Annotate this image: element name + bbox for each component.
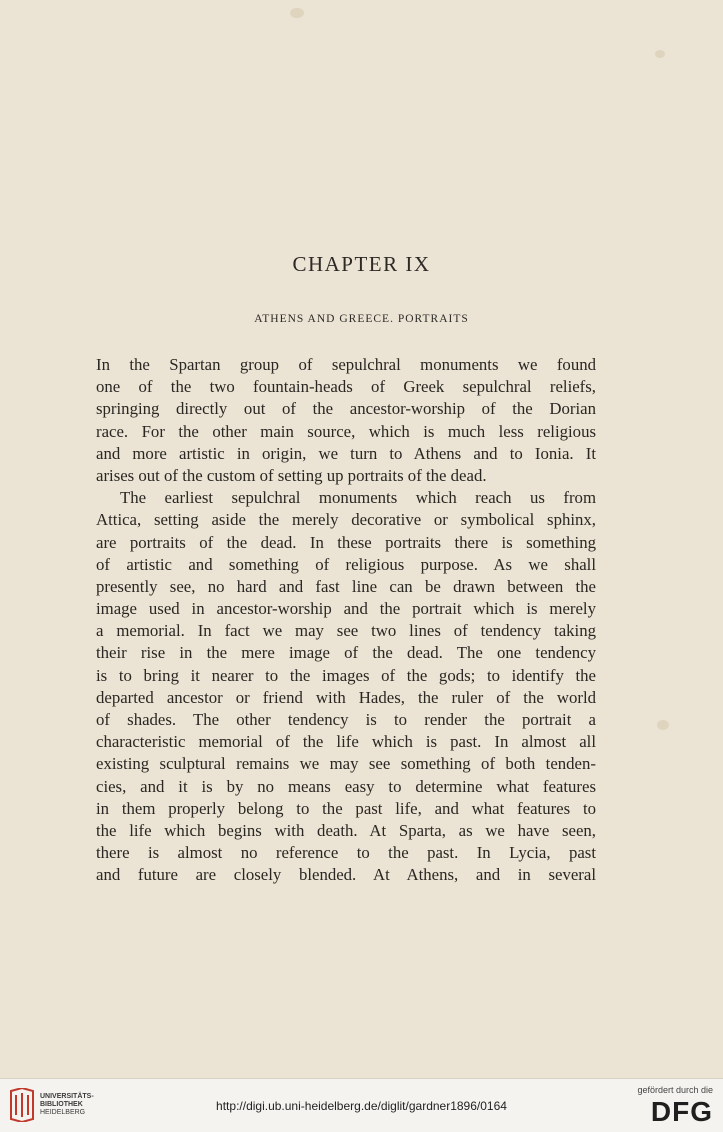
text-line: their rise in the mere image of the dead. The one tendency <box>96 643 596 663</box>
text-line: race. For the other main source, which is much less religious <box>96 421 596 441</box>
library-name-line: HEIDELBERG <box>40 1109 86 1116</box>
text-line: image used in ancestor-worship and the portrait which is merely <box>96 599 596 619</box>
dfg-logo: DFG <box>650 1096 713 1127</box>
text-line: and future are closely blended. At Athens, and in several <box>96 865 596 885</box>
text-line: are portraits of the dead. In these portraits there is something <box>96 532 596 552</box>
paper-stain <box>657 720 669 730</box>
text-line: a memorial. In fact we may see two lines of tendency taking <box>96 621 596 641</box>
text-line: of artistic and something of religious purpose. As we shall <box>96 554 596 574</box>
text-line: the life which begins with death. At Sparta, as we have seen, <box>96 820 596 840</box>
text-line: characteristic memorial of the life which is past. In almost all <box>96 732 596 752</box>
text-line: in them properly belong to the past life, and what features to <box>96 798 596 818</box>
digitization-footer <box>0 1078 723 1132</box>
text-line: Attica, setting aside the merely decorative or symbolical sphinx, <box>96 510 596 530</box>
paper-stain <box>655 50 665 58</box>
chapter-subtitle: ATHENS AND GREECE. PORTRAITS <box>254 313 469 325</box>
text-line: cies, and it is by no means easy to determine what features <box>96 776 596 796</box>
text-line: springing directly out of the ancestor-worship of the Dorian <box>96 399 596 419</box>
library-name-line: BIBLIOTHEK <box>40 1101 83 1108</box>
paper-stain <box>290 8 304 18</box>
source-url-link[interactable]: http://digi.ub.uni-heidelberg.de/diglit/gardner1896/0164 <box>216 1099 507 1113</box>
dfg-caption: gefördert durch die <box>637 1085 713 1095</box>
text-line: presently see, no hard and fast line can be drawn between the <box>96 576 596 596</box>
text-line: The earliest sepulchral monuments which reach us from <box>120 488 596 508</box>
text-line: and more artistic in origin, we turn to Athens and to Ionia. It <box>96 443 596 463</box>
text-line: is to bring it nearer to the images of the gods; to identify the <box>96 665 596 685</box>
text-line: there is almost no reference to the past. In Lycia, past <box>96 843 596 863</box>
text-line: arises out of the custom of setting up portraits of the dead. <box>96 465 487 485</box>
text-line: one of the two fountain-heads of Greek sepulchral reliefs, <box>96 377 596 397</box>
text-line: of shades. The other tendency is to render the portrait a <box>96 710 596 729</box>
body-text <box>96 354 596 887</box>
text-line: In the Spartan group of sepulchral monuments we found <box>96 355 596 374</box>
text-line: departed ancestor or friend with Hades, the ruler of the world <box>96 687 596 707</box>
chapter-title: CHAPTER IX <box>292 252 431 276</box>
text-line: existing sculptural remains we may see something of both tenden- <box>96 754 596 774</box>
library-name-line: UNIVERSITÄTS- <box>40 1093 94 1100</box>
